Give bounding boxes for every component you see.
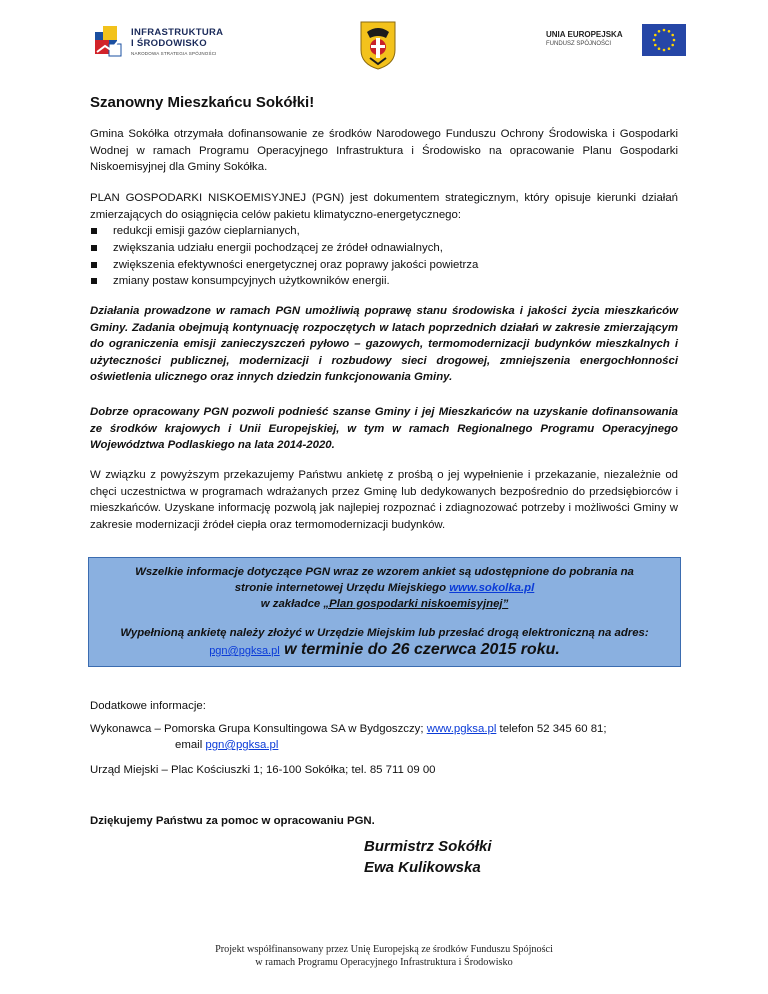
pgksa-website-link[interactable]: www.pgksa.pl [426, 723, 497, 735]
eu-cohesion-fund-logo [538, 18, 688, 64]
list-item-text: zmiany postaw konsumpcyjnych użytkowników energii. [113, 275, 390, 288]
paragraph-survey-request: W związku z powyższym przekazujemy Państwu ankietę z prośbą o jej wypełnienie i przekazanie, niezależnie od chęci uczestnictwa w programach wdrażanych przez Gminę lub dedykowanych bezpośrednio do przedsiębiorców i mieszkańców. Uzyskane informację pozwolą jak najlepiej rozpoznać i zdiagnozować potrzeby i możliwości Gminy w zakresie modernizacji źródeł ciepła oraz termomodernizacji budynków. [90, 469, 678, 531]
footer-line2: w ramach Programu Operacyjnego Infrastruktura i Środowisko [255, 956, 513, 968]
eu-logo-line2: FUNDUSZ SPÓJNOŚCI [546, 41, 612, 47]
box-line-info: Wszelkie informacje dotyczące PGN wraz ze wzorem ankiet są udostępnione do pobrania na [135, 566, 634, 578]
box-line-deadline [89, 642, 680, 660]
contractor-phone: telefon 52 345 60 81; [496, 723, 607, 735]
box-tab-prefix: w zakładce [260, 598, 324, 610]
infrastruktura-logo-line2: I ŚRODOWISKO [131, 38, 207, 49]
survey-info-box [88, 557, 681, 667]
list-item [90, 223, 678, 240]
email-prefix: email [175, 739, 206, 751]
sokolka-website-link[interactable]: www.sokolka.pl [449, 582, 535, 594]
bullet-square-icon [91, 278, 97, 284]
signature-name: Ewa Kulikowska [364, 859, 481, 876]
paragraph-pgn-definition: PLAN GOSPODARKI NISKOEMISYJNEJ (PGN) jest dokumentem strategicznym, który opisuje kierunki działań zmierzających do osiągnięcia celów pakietu klimatyczno-energetycznego: [90, 192, 678, 221]
list-item-text: zwiększenia efektywności energetycznej oraz poprawy jakości powietrza [113, 258, 479, 271]
box-line-submission: Wypełnioną ankietę należy złożyć w Urzędzie Miejskim lub przesłać drogą elektroniczną na adres: [120, 627, 649, 639]
infrastruktura-logo-line3: NARODOWA STRATEGIA SPÓJNOŚCI [131, 51, 217, 56]
list-item [90, 240, 678, 257]
box-line-tab [89, 596, 680, 613]
footer-line1: Projekt współfinansowany przez Unię Europejską ze środków Funduszu Spójności [215, 944, 553, 955]
contractor-prefix: Wykonawca – Pomorska Grupa Konsultingowa SA w Bydgoszczy; [90, 723, 427, 735]
paragraph-opportunities: Dobrze opracowany PGN pozwoli podnieść szanse Gminy i jej Mieszkańców na uzyskanie dofinansowania ze środków krajowych i Unii Europejskiej, w tym w ramach Regionalnego Programu Operacyjnego Województwa Podlaskiego na lata 2014-2020. [90, 406, 678, 451]
page-footer [0, 944, 768, 969]
thanks-line: Dziękujemy Państwu za pomoc w opracowaniu PGN. [90, 815, 375, 827]
paragraph-actions: Działania prowadzone w ramach PGN umożliwią poprawę stanu środowiska i jakości życia mieszkańców Gminy. Zadania obejmują kontynuację rozpoczętych w latach poprzednich działań w zakresie zmierzającym do ograniczenia emisji zanieczyszczeń pyłowo – gazowych, termomodernizacji budynków mieszkalnych i użyteczności publicznej, modernizacji i rozbudowy sieci drogowej, zmniejszenia energochłonności oświetlenia ulicznego oraz innych dziedzin funkcjonowania Gminy. [90, 305, 678, 383]
sokolka-crest-icon [358, 20, 398, 70]
infrastruktura-mark-icon [95, 26, 125, 60]
contractor-email-line [175, 739, 278, 751]
bullet-square-icon [91, 245, 97, 251]
box-tab-name: „Plan gospodarki niskoemisyjnej” [323, 598, 509, 610]
contractor-line [90, 723, 680, 735]
infrastruktura-logo-line1: INFRASTRUKTURA [131, 27, 224, 38]
list-item [90, 273, 678, 290]
list-item [90, 257, 678, 274]
box-line-website [89, 580, 680, 597]
list-item-text: zwiększania udziału energii pochodzącej ze źródeł odnawialnych, [113, 241, 443, 254]
list-item-text: redukcji emisji gazów cieplarnianych, [113, 225, 300, 237]
additional-info-label: Dodatkowe informacje: [90, 700, 206, 712]
bullet-square-icon [91, 262, 97, 268]
eu-flag-icon [642, 24, 686, 56]
contractor-email-link[interactable]: pgn@pgksa.pl [205, 739, 279, 751]
office-address-line: Urząd Miejski – Plac Kościuszki 1; 16-100 Sokółka; tel. 85 711 09 00 [90, 764, 436, 776]
box-website-prefix: stronie internetowej Urzędu Miejskiego [234, 582, 450, 594]
bullet-square-icon [91, 228, 97, 234]
letter-greeting-title: Szanowny Mieszkańcu Sokółki! [90, 94, 315, 111]
eu-logo-line1: UNIA EUROPEJSKA [546, 30, 623, 39]
goals-list [90, 223, 678, 290]
infrastruktura-logo [95, 22, 245, 64]
pgn-email-link[interactable]: pgn@pgksa.pl [209, 645, 280, 657]
deadline-text: w terminie do 26 czerwca 2015 roku. [279, 641, 560, 658]
signature-title: Burmistrz Sokółki [364, 838, 492, 855]
paragraph-funding: Gmina Sokółka otrzymała dofinansowanie ze środków Narodowego Funduszu Ochrony Środowiska i Gospodarki Wodnej w ramach Programu Operacyjnego Infrastruktura i Środowisko na opracowanie Planu Gospodarki Niskoemisyjnej dla Gminy Sokółka. [90, 128, 678, 173]
